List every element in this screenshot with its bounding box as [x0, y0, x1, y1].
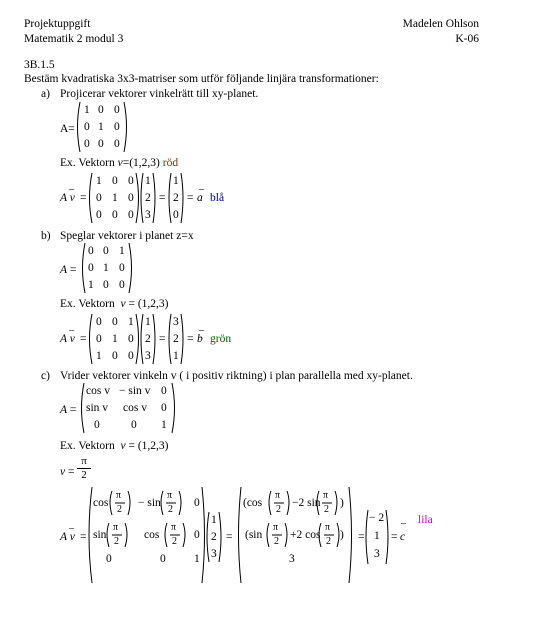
- matrix-cell: 0: [103, 279, 109, 291]
- vector-cell: 1: [173, 175, 179, 187]
- matrix-cell: 1: [161, 419, 167, 431]
- intermediate-text: ): [340, 529, 344, 541]
- example-color-word: röd: [162, 157, 179, 169]
- equals-sign: =: [80, 333, 87, 345]
- matrix-cell: 0: [112, 350, 118, 362]
- part-b-vector-out: [167, 312, 185, 366]
- part-c-matrix-name: A =: [60, 404, 77, 416]
- header-author: Madelen Ohlson: [402, 18, 479, 30]
- intermediate-text: (sin: [245, 529, 263, 541]
- matrix-cell: 1: [84, 104, 90, 116]
- equals-sign: =: [391, 531, 398, 543]
- matrix-cell: − sin: [138, 497, 161, 509]
- matrix-cell: 0: [114, 121, 120, 133]
- matrix-cell: 0: [128, 209, 134, 221]
- matrix-cell: 1: [98, 121, 104, 133]
- matrix-cell: 1: [112, 333, 118, 345]
- part-b-matrix-name: A =: [60, 264, 77, 276]
- vector-bar-mark: _: [69, 519, 74, 530]
- part-a-vector-in: [139, 171, 157, 225]
- vector-cell: 1: [145, 175, 151, 187]
- example-value: = (1,2,3): [128, 440, 169, 452]
- matrix-cell: cos: [144, 529, 160, 541]
- vector-bar-mark: _: [69, 321, 74, 332]
- matrix-cell: 0: [114, 104, 120, 116]
- matrix-cell: 0: [161, 402, 167, 414]
- problem-number: 3B.1.5: [24, 59, 55, 71]
- header-left-title: Projektuppgift: [24, 18, 91, 30]
- part-c-label: c): [41, 370, 50, 382]
- pi-symbol: π: [325, 522, 331, 533]
- matrix-cell: 0: [96, 316, 102, 328]
- vector-cell: 2: [173, 192, 179, 204]
- pi-symbol: π: [116, 490, 122, 501]
- matrix-cell: 0: [112, 316, 118, 328]
- matrix-cell: 0: [194, 529, 200, 541]
- equals-sign: =: [159, 333, 166, 345]
- matrix-cell: 1: [128, 316, 134, 328]
- part-c-intermediate-vector: [236, 485, 356, 585]
- fraction-denominator: 2: [81, 469, 87, 481]
- example-var: v: [120, 440, 126, 452]
- part-b-matrix-repeat: [86, 312, 142, 366]
- part-a-result-color: blå: [210, 192, 225, 204]
- matrix-cell: 1: [96, 350, 102, 362]
- matrix-cell: 0: [194, 497, 200, 509]
- part-c-angle-fraction: [77, 456, 91, 481]
- part-c-matrix: [79, 381, 177, 435]
- equals-sign: =: [80, 192, 87, 204]
- example-prefix: Ex. Vektorn: [60, 298, 115, 310]
- vector-bar-mark: _: [199, 321, 204, 332]
- part-a-result-var: a: [197, 192, 203, 204]
- part-a-matrix-repeat: [86, 171, 142, 225]
- vector-bar-mark: _: [69, 180, 74, 191]
- part-a-matrix: [74, 100, 130, 154]
- part-a-matrix-name: A=: [60, 123, 75, 135]
- matrix-cell: sin: [93, 529, 107, 541]
- part-b-matrix: [79, 241, 135, 295]
- equals-sign: =: [159, 192, 166, 204]
- pi-symbol: π: [113, 522, 119, 533]
- matrix-cell: cos v: [86, 385, 110, 397]
- matrix-cell: 1: [96, 175, 102, 187]
- part-a-text: Projicerar vektorer vinkelrätt till xy-planet.: [60, 88, 259, 100]
- intermediate-text: −2 sin: [292, 497, 321, 509]
- vector-cell: 2: [145, 333, 151, 345]
- matrix-cell: 0: [128, 192, 134, 204]
- matrix-cell: 1: [88, 279, 94, 291]
- equals-sign: =: [358, 531, 365, 543]
- part-c-angle-lhs: v =: [60, 466, 75, 478]
- pi-symbol: π: [323, 490, 329, 501]
- matrix-cell: 0: [103, 245, 109, 257]
- matrix-cell: − sin v: [119, 385, 151, 397]
- vector-cell: 2: [211, 531, 217, 543]
- matrix-cell: 0: [112, 209, 118, 221]
- vector-bar-mark: _: [199, 180, 204, 191]
- part-c-vector-in: [205, 510, 223, 564]
- two-symbol: 2: [168, 504, 173, 515]
- part-c-result-color: lila: [418, 514, 433, 526]
- example-var: v: [120, 298, 126, 310]
- equals-sign: =: [187, 333, 194, 345]
- equals-sign: =: [226, 531, 233, 543]
- equals-sign: =: [187, 192, 194, 204]
- matrix-cell: 0: [96, 333, 102, 345]
- matrix-cell: 1: [103, 262, 109, 274]
- vector-cell: 2: [173, 333, 179, 345]
- part-c-text: Vrider vektorer vinkeln v ( i positiv riktning) i plan parallella med xy-planet.: [60, 370, 413, 382]
- vector-cell: 3: [211, 548, 217, 560]
- matrix-cell: 0: [96, 192, 102, 204]
- two-symbol: 2: [274, 536, 279, 547]
- matrix-cell: 0: [84, 138, 90, 150]
- matrix-cell: cos v: [123, 402, 147, 414]
- vector-cell: 0: [173, 209, 179, 221]
- matrix-cell: 0: [161, 385, 167, 397]
- part-b-vector-in: [139, 312, 157, 366]
- matrix-cell: 0: [84, 121, 90, 133]
- part-c-result-var: c: [400, 531, 406, 543]
- example-var: v: [117, 157, 123, 169]
- vector-cell: 1: [211, 514, 217, 526]
- intermediate-text: ): [340, 497, 344, 509]
- part-c-vector-out: [364, 508, 390, 566]
- example-value: = (1,2,3): [128, 298, 169, 310]
- intermediate-text: +2 cos: [290, 529, 321, 541]
- matrix-cell: 0: [114, 138, 120, 150]
- vector-bar-mark: _: [401, 514, 406, 525]
- example-prefix: Ex. Vektorn: [60, 157, 115, 169]
- intermediate-text: (cos: [243, 497, 263, 509]
- part-b-result-var: b: [197, 333, 203, 345]
- matrix-cell: 0: [88, 245, 94, 257]
- two-symbol: 2: [324, 504, 329, 515]
- part-a-label: a): [41, 88, 50, 100]
- vector-cell: 3: [145, 209, 151, 221]
- matrix-cell: 0: [119, 262, 125, 274]
- two-symbol: 2: [117, 504, 122, 515]
- part-a-example: [60, 158, 178, 170]
- matrix-cell: sin v: [86, 402, 109, 414]
- fraction-numerator: π: [81, 455, 87, 467]
- vector-cell: 1: [374, 530, 380, 542]
- two-symbol: 2: [172, 536, 177, 547]
- matrix-cell: 0: [128, 175, 134, 187]
- matrix-cell: 1: [112, 192, 118, 204]
- matrix-cell: 0: [98, 104, 104, 116]
- matrix-cell: cos: [93, 497, 109, 509]
- intermediate-cell: 3: [289, 553, 295, 565]
- part-c-example: [60, 441, 169, 453]
- equals-sign: =: [80, 531, 87, 543]
- matrix-cell: 0: [112, 175, 118, 187]
- part-b-example: [60, 299, 169, 311]
- part-c-product-lhs: A v: [60, 531, 75, 543]
- matrix-cell: 0: [160, 553, 166, 565]
- vector-cell: 1: [145, 316, 151, 328]
- matrix-cell: 1: [194, 553, 200, 565]
- part-b-product-lhs: A v: [60, 333, 75, 345]
- pi-symbol: π: [273, 522, 279, 533]
- matrix-cell: 0: [131, 419, 137, 431]
- two-symbol: 2: [276, 504, 281, 515]
- part-b-label: b): [41, 230, 51, 242]
- vector-cell: − 2: [369, 512, 385, 524]
- header-class: K-06: [455, 33, 479, 45]
- part-b-result-color: grön: [210, 333, 232, 345]
- matrix-cell: 0: [119, 279, 125, 291]
- header-left-subtitle: Matematik 2 modul 3: [24, 33, 124, 45]
- matrix-cell: 0: [128, 333, 134, 345]
- matrix-cell: 0: [94, 419, 100, 431]
- matrix-cell: 0: [98, 138, 104, 150]
- two-symbol: 2: [326, 536, 331, 547]
- pi-symbol: π: [171, 522, 177, 533]
- example-prefix: Ex. Vektorn: [60, 440, 115, 452]
- pi-symbol: π: [167, 490, 173, 501]
- matrix-cell: 0: [96, 209, 102, 221]
- vector-cell: 2: [145, 192, 151, 204]
- matrix-cell: 1: [119, 245, 125, 257]
- vector-cell: 1: [173, 350, 179, 362]
- vector-cell: 3: [173, 316, 179, 328]
- two-symbol: 2: [114, 536, 119, 547]
- problem-statement: Bestäm kvadratiska 3x3-matriser som utför följande linjära transformationer:: [24, 73, 379, 85]
- matrix-cell: 0: [106, 553, 112, 565]
- pi-symbol: π: [275, 490, 281, 501]
- part-b-text: Speglar vektorer i planet z=x: [60, 230, 194, 242]
- fraction-parens: [86, 485, 206, 585]
- matrix-cell: 0: [128, 350, 134, 362]
- matrix-cell: 0: [88, 262, 94, 274]
- part-c-matrix-substituted: [86, 485, 206, 585]
- part-a-product-lhs: A v: [60, 192, 75, 204]
- vector-cell: 3: [145, 350, 151, 362]
- example-value: =(1,2,3): [122, 157, 160, 169]
- part-a-vector-out: [167, 171, 185, 225]
- vector-cell: 3: [374, 548, 380, 560]
